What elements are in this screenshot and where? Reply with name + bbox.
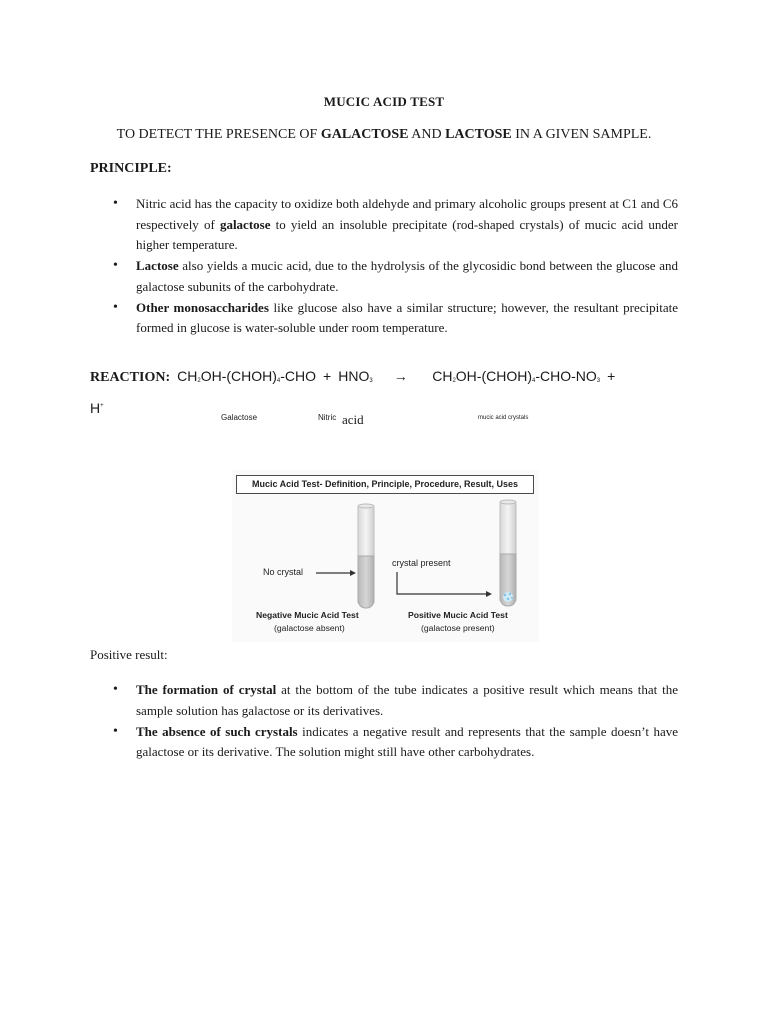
reactant-galactose: $CH_2OH-(CHOH)_4$-CHO (177, 368, 317, 384)
reaction-label: REACTION: (90, 370, 171, 385)
plus-sign: + (323, 368, 332, 384)
principle-item: • Other monosaccharides like glucose also have a similar structure; however, the resultant precipitate formed in glucose is water-soluble under room temperature. (113, 298, 678, 339)
nitric-label: Nitric (318, 413, 337, 422)
positive-test-title: Positive Mucic Acid Test (408, 610, 508, 620)
reaction-arrow: → (393, 368, 408, 384)
subtitle-galactose: GALACTOSE (320, 127, 409, 142)
acid-label: acid (342, 412, 364, 427)
figure-title: Mucic Acid Test- Definition, Principle, Procedure, Result, Uses (236, 475, 534, 494)
principle-heading: PRINCIPLE: (90, 161, 172, 176)
no-crystal-arrow (316, 570, 356, 576)
subtitle-post: IN A GIVEN SAMPLE. (511, 127, 652, 142)
plus-sign: + (607, 368, 616, 384)
crystals-label: mucic acid crystals (478, 415, 529, 421)
result-list (113, 680, 678, 763)
crystal-present-arrow (397, 572, 492, 597)
no-crystal-label: No crystal (263, 567, 304, 577)
document-subtitle (0, 127, 768, 143)
document-title: MUCIC ACID TEST (323, 94, 445, 109)
positive-test-tube (500, 500, 516, 606)
positive-test-subtitle: (galactose present) (421, 623, 495, 633)
subtitle-lactose: LACTOSE (445, 127, 512, 142)
mucic-acid-test-figure (232, 470, 539, 642)
subtitle-mid: AND (408, 127, 446, 142)
reaction-equation (90, 364, 680, 422)
product-hydrogen: H+ (90, 400, 104, 416)
subtitle-pre: TO DETECT THE PRESENCE OF (116, 127, 321, 142)
positive-result-heading: Positive result: (90, 647, 168, 662)
principle-list (113, 194, 678, 339)
reactant-nitric-acid: $HNO_3$ (338, 368, 373, 384)
negative-test-subtitle: (galactose absent) (274, 623, 345, 633)
product-mucic-acid: $CH_2OH-(CHOH)_4-CHO-NO_3$ (432, 368, 601, 384)
negative-test-tube (358, 504, 374, 608)
principle-item: • Lactose also yields a mucic acid, due to the hydrolysis of the glycosidic bond between the glucose and galactose subunits of the carbohydrate. (113, 256, 678, 297)
galactose-label: Galactose (221, 413, 258, 422)
negative-test-title: Negative Mucic Acid Test (256, 610, 359, 620)
result-item: • The absence of such crystals indicates a negative result and represents that the sample doesn’t have galactose or its derivative. The solution might still have other carbohydrates. (113, 722, 678, 763)
crystal-icon (503, 592, 513, 602)
result-item: • The formation of crystal at the bottom of the tube indicates a positive result which means that the sample solution has galactose or its derivatives. (113, 680, 678, 721)
principle-item: • Nitric acid has the capacity to oxidize both aldehyde and primary alcoholic groups present at C1 and C6 respectively of galactose to yield an insoluble precipitate (rod-shaped crystals) of mucic acid under higher temperature. (113, 194, 678, 256)
crystal-present-label: crystal present (392, 558, 451, 568)
